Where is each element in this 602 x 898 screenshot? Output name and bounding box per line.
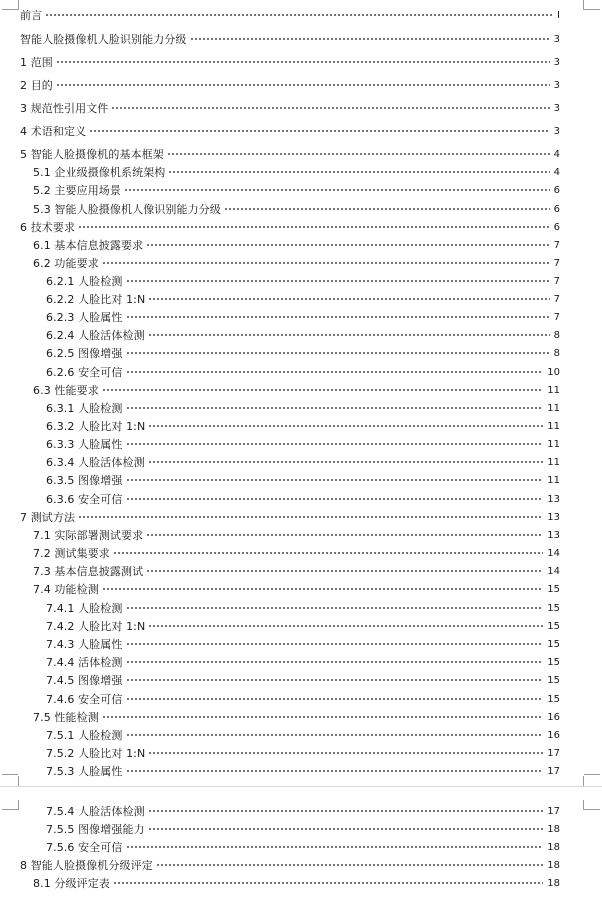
toc-page-number: 11 [547, 439, 560, 450]
toc-page-number: 7 [553, 239, 560, 251]
toc-entry-title: 6.3.5 图像增强 [46, 474, 123, 487]
toc-page-number: 7 [553, 312, 560, 323]
toc-page-number: 13 [547, 493, 560, 505]
toc-entry-title: 8.1 分级评定表 [33, 877, 110, 890]
toc-dot-leader [56, 81, 550, 89]
crop-mark-line [2, 774, 18, 775]
toc-dot-leader [126, 604, 544, 612]
toc-entry-title: 6.2.2 人脸比对 1:N [46, 293, 146, 306]
toc-dot-leader [224, 205, 550, 213]
crop-mark-line [584, 809, 600, 810]
toc-entry[interactable] [20, 97, 560, 115]
corner-crop-mark [580, 774, 600, 786]
toc-page-number: 16 [547, 729, 560, 741]
toc-entry-title: 7 测试方法 [20, 510, 76, 524]
corner-crop-mark [2, 800, 22, 810]
toc-dot-leader [148, 331, 550, 339]
toc-entry-title: 7.5.5 图像增强能力 [46, 823, 145, 836]
toc-dot-leader [89, 127, 549, 135]
toc-entry-title: 6.2.6 安全可信 [46, 365, 123, 379]
toc-dot-leader [126, 676, 544, 684]
toc-entry[interactable] [33, 524, 560, 542]
corner-crop-mark [580, 0, 600, 10]
toc-entry[interactable] [33, 560, 560, 578]
toc-dot-leader [126, 404, 544, 412]
toc-page-number: 13 [547, 529, 560, 541]
toc-dot-leader [113, 879, 543, 887]
toc-entry-title: 6.2 功能要求 [33, 256, 99, 270]
toc-page-number: I [557, 10, 560, 21]
toc-entry-title: 5.2 主要应用场景 [33, 184, 121, 197]
toc-entry[interactable] [46, 760, 560, 778]
toc-dot-leader [126, 349, 550, 357]
toc-page-number: 3 [553, 33, 560, 45]
toc-entry[interactable] [46, 597, 560, 615]
toc-dot-leader [148, 749, 543, 757]
crop-mark-line [2, 9, 18, 10]
toc-dot-leader [124, 186, 550, 194]
toc-page-number: 7 [553, 294, 560, 305]
toc-entry[interactable] [33, 252, 560, 270]
toc-dot-leader [102, 386, 543, 394]
toc-entry[interactable] [20, 4, 560, 22]
toc-dot-leader [148, 807, 544, 815]
crop-mark-line [18, 0, 19, 10]
toc-dot-leader [126, 767, 544, 775]
toc-entry-title: 8 智能人脸摄像机分级评定 [20, 859, 153, 872]
toc-entry[interactable] [46, 415, 560, 433]
toc-page-number: 17 [547, 806, 560, 817]
toc-dot-leader [113, 549, 543, 557]
toc-entry[interactable] [46, 270, 560, 288]
toc-entry[interactable] [46, 615, 560, 633]
toc-page-number: 18 [547, 842, 560, 853]
corner-crop-mark [580, 800, 600, 810]
toc-dot-leader [148, 622, 543, 630]
toc-entry[interactable] [46, 488, 560, 506]
toc-page-number: 6 [553, 203, 560, 215]
toc-entry-title: 7.2 测试集要求 [33, 547, 110, 560]
toc-page-number: 18 [547, 878, 560, 889]
toc-dot-leader [111, 104, 549, 112]
toc-page-number: 4 [553, 149, 560, 160]
toc-entry[interactable] [46, 633, 560, 651]
toc-entry[interactable] [46, 651, 560, 669]
toc-page-number: 14 [547, 566, 560, 577]
toc-page-number: 15 [547, 657, 560, 668]
toc-entry-title: 7.5.1 人脸检测 [46, 728, 123, 742]
toc-dot-leader [167, 150, 550, 158]
toc-entry-title: 6.2.5 图像增强 [46, 347, 123, 360]
toc-page-number: 18 [547, 824, 560, 835]
toc-entry[interactable] [33, 706, 560, 724]
toc-entry[interactable] [33, 542, 560, 560]
corner-crop-mark [2, 0, 22, 10]
toc-entry-title: 7.4.3 人脸属性 [46, 638, 123, 651]
toc-entry[interactable] [46, 669, 560, 687]
toc-entry[interactable] [46, 306, 560, 324]
toc-entry[interactable] [46, 800, 560, 818]
toc-dot-leader [126, 843, 544, 851]
toc-dot-leader [45, 11, 553, 19]
toc-page-number: 6 [553, 221, 560, 233]
toc-entry-title: 6.2.4 人脸活体检测 [46, 329, 145, 342]
toc-entry-title: 7.4.4 活体检测 [46, 656, 123, 669]
toc-entry-title: 7.4.1 人脸检测 [46, 601, 123, 615]
toc-entry[interactable] [33, 578, 560, 596]
toc-dot-leader [148, 422, 543, 430]
toc-entry[interactable] [20, 143, 560, 161]
crop-mark-line [583, 776, 584, 786]
crop-mark-line [584, 9, 600, 10]
toc-entry-title: 5.3 智能人脸摄像机人像识别能力分级 [33, 202, 221, 216]
toc-page-number: 17 [547, 766, 560, 777]
toc-dot-leader [126, 476, 544, 484]
toc-entry-title: 6.2.1 人脸检测 [46, 275, 123, 288]
toc-entry[interactable] [46, 324, 560, 342]
toc-entry-title: 3 规范性引用文件 [20, 101, 109, 115]
toc-entry[interactable] [46, 818, 560, 836]
toc-entry[interactable] [33, 379, 560, 397]
toc-entry[interactable] [33, 179, 560, 197]
toc-entry-title: 6.3.4 人脸活体检测 [46, 456, 145, 469]
toc-dot-leader [148, 825, 544, 833]
toc-entry-title: 2 目的 [20, 78, 53, 92]
toc-entry-title: 7.3 基本信息披露测试 [33, 565, 144, 578]
toc-entry-title: 4 术语和定义 [20, 124, 87, 138]
toc-dot-leader [126, 277, 550, 285]
toc-entry-title: 7.5.3 人脸属性 [46, 765, 123, 778]
corner-crop-mark [2, 774, 22, 786]
toc-page-number: 10 [547, 366, 560, 378]
toc-page-number: 14 [547, 548, 560, 559]
toc-page-number: 8 [553, 330, 560, 341]
toc-dot-leader [126, 495, 544, 503]
crop-mark-line [2, 809, 18, 810]
toc-dot-leader [126, 440, 544, 448]
toc-entry[interactable] [33, 234, 560, 252]
toc-page-number: 15 [547, 602, 560, 614]
toc-entry[interactable] [20, 74, 560, 92]
toc-page-number: 11 [547, 457, 560, 468]
toc-page-number: 15 [547, 620, 560, 632]
toc-entry-title: 7.4 功能检测 [33, 583, 99, 596]
toc-entry[interactable] [46, 288, 560, 306]
toc-entry-title: 7.5.4 人脸活体检测 [46, 805, 145, 818]
toc-entry[interactable] [20, 120, 560, 138]
toc-page-number: 7 [553, 276, 560, 287]
toc-entry-title: 6.3.2 人脸比对 1:N [46, 420, 146, 433]
toc-dot-leader [102, 259, 550, 267]
toc-entry[interactable] [33, 872, 560, 890]
toc-page-number: 15 [547, 675, 560, 686]
toc-entry[interactable] [46, 342, 560, 360]
toc-dot-leader [126, 731, 544, 739]
toc-page-number: 7 [553, 257, 560, 269]
toc-entry[interactable] [20, 51, 560, 69]
toc-entry-title: 6.3.6 安全可信 [46, 492, 123, 506]
toc-entry-title: 7.4.5 图像增强 [46, 674, 123, 687]
toc-entry-title: 6.1 基本信息披露要求 [33, 238, 144, 252]
toc-entry[interactable] [46, 836, 560, 854]
toc-dot-leader [190, 35, 550, 43]
toc-dot-leader [78, 513, 543, 521]
crop-mark-line [583, 0, 584, 10]
toc-dot-leader [146, 241, 549, 249]
toc-entry-title: 5 智能人脸摄像机的基本框架 [20, 148, 164, 161]
toc-page-number: 11 [547, 384, 560, 396]
toc-entry-title: 7.1 实际部署测试要求 [33, 528, 144, 542]
toc-entry-title: 1 范围 [20, 55, 53, 69]
toc-page-number: 11 [547, 421, 560, 432]
toc-entry[interactable] [46, 688, 560, 706]
toc-page-number: 11 [547, 403, 560, 414]
toc-entry-title: 6.3 性能要求 [33, 383, 99, 397]
toc-page-number: 18 [547, 860, 560, 871]
toc-dot-leader [126, 313, 550, 321]
crop-mark-line [583, 800, 584, 810]
toc-entry[interactable] [46, 469, 560, 487]
toc-entry-title: 6.3.1 人脸检测 [46, 402, 123, 415]
toc-entry[interactable] [46, 397, 560, 415]
toc-dot-leader [156, 861, 543, 869]
toc-page-number: 13 [547, 511, 560, 523]
crop-mark-line [18, 776, 19, 786]
toc-dot-leader [126, 368, 544, 376]
toc-entry[interactable] [46, 433, 560, 451]
toc-dot-leader [126, 658, 544, 666]
toc-page-number: 3 [553, 125, 560, 137]
toc-entry-title: 6.3.3 人脸属性 [46, 438, 123, 451]
document-page-2 [0, 800, 602, 898]
toc-dot-leader [146, 567, 543, 575]
crop-mark-line [18, 800, 19, 810]
toc-page-number: 15 [547, 584, 560, 595]
toc-entry[interactable] [20, 28, 560, 46]
toc-entry-title: 智能人脸摄像机人脸识别能力分级 [20, 32, 187, 46]
toc-dot-leader [126, 640, 544, 648]
toc-page-number: 3 [553, 102, 560, 114]
toc-dot-leader [146, 531, 543, 539]
toc-entry-title: 7.4.2 人脸比对 1:N [46, 619, 146, 633]
toc-dot-leader [148, 458, 544, 466]
toc-entry[interactable] [20, 506, 560, 524]
toc-entry[interactable] [33, 198, 560, 216]
toc-entry[interactable] [46, 724, 560, 742]
toc-page-number: 8 [553, 348, 560, 359]
toc-page-number: 11 [547, 475, 560, 486]
toc-entry-title: 7.4.6 安全可信 [46, 692, 123, 706]
toc-page-number: 15 [547, 639, 560, 650]
toc-dot-leader [102, 585, 543, 593]
crop-mark-line [584, 774, 600, 775]
toc-page-number: 4 [553, 167, 560, 178]
toc-page-number: 17 [547, 748, 560, 759]
toc-entry[interactable] [46, 742, 560, 760]
toc-dot-leader [168, 168, 549, 176]
toc-dot-leader [102, 713, 543, 721]
toc-dot-leader [78, 223, 550, 231]
toc-page-number: 3 [553, 56, 560, 68]
toc-dot-leader [126, 695, 544, 703]
toc-entry[interactable] [20, 216, 560, 234]
toc-entry-title: 7.5.2 人脸比对 1:N [46, 747, 146, 760]
toc-dot-leader [56, 58, 550, 66]
toc-dot-leader [148, 295, 549, 303]
toc-entry-title: 6.2.3 人脸属性 [46, 311, 123, 324]
toc-entry-title: 7.5 性能检测 [33, 710, 99, 724]
toc-entry-title: 5.1 企业级摄像机系统架构 [33, 166, 166, 179]
toc-entry-title: 7.5.6 安全可信 [46, 841, 123, 854]
toc-page-number: 15 [547, 693, 560, 705]
toc-page-number: 3 [553, 79, 560, 91]
toc-entry[interactable] [46, 451, 560, 469]
toc-entry[interactable] [46, 361, 560, 379]
toc-entry[interactable] [33, 161, 560, 179]
toc-entry-title: 6 技术要求 [20, 220, 76, 234]
toc-page-number: 6 [553, 185, 560, 196]
toc-entry[interactable] [20, 854, 560, 872]
toc-entry-title: 前言 [20, 9, 43, 22]
toc-page-number: 16 [547, 711, 560, 723]
